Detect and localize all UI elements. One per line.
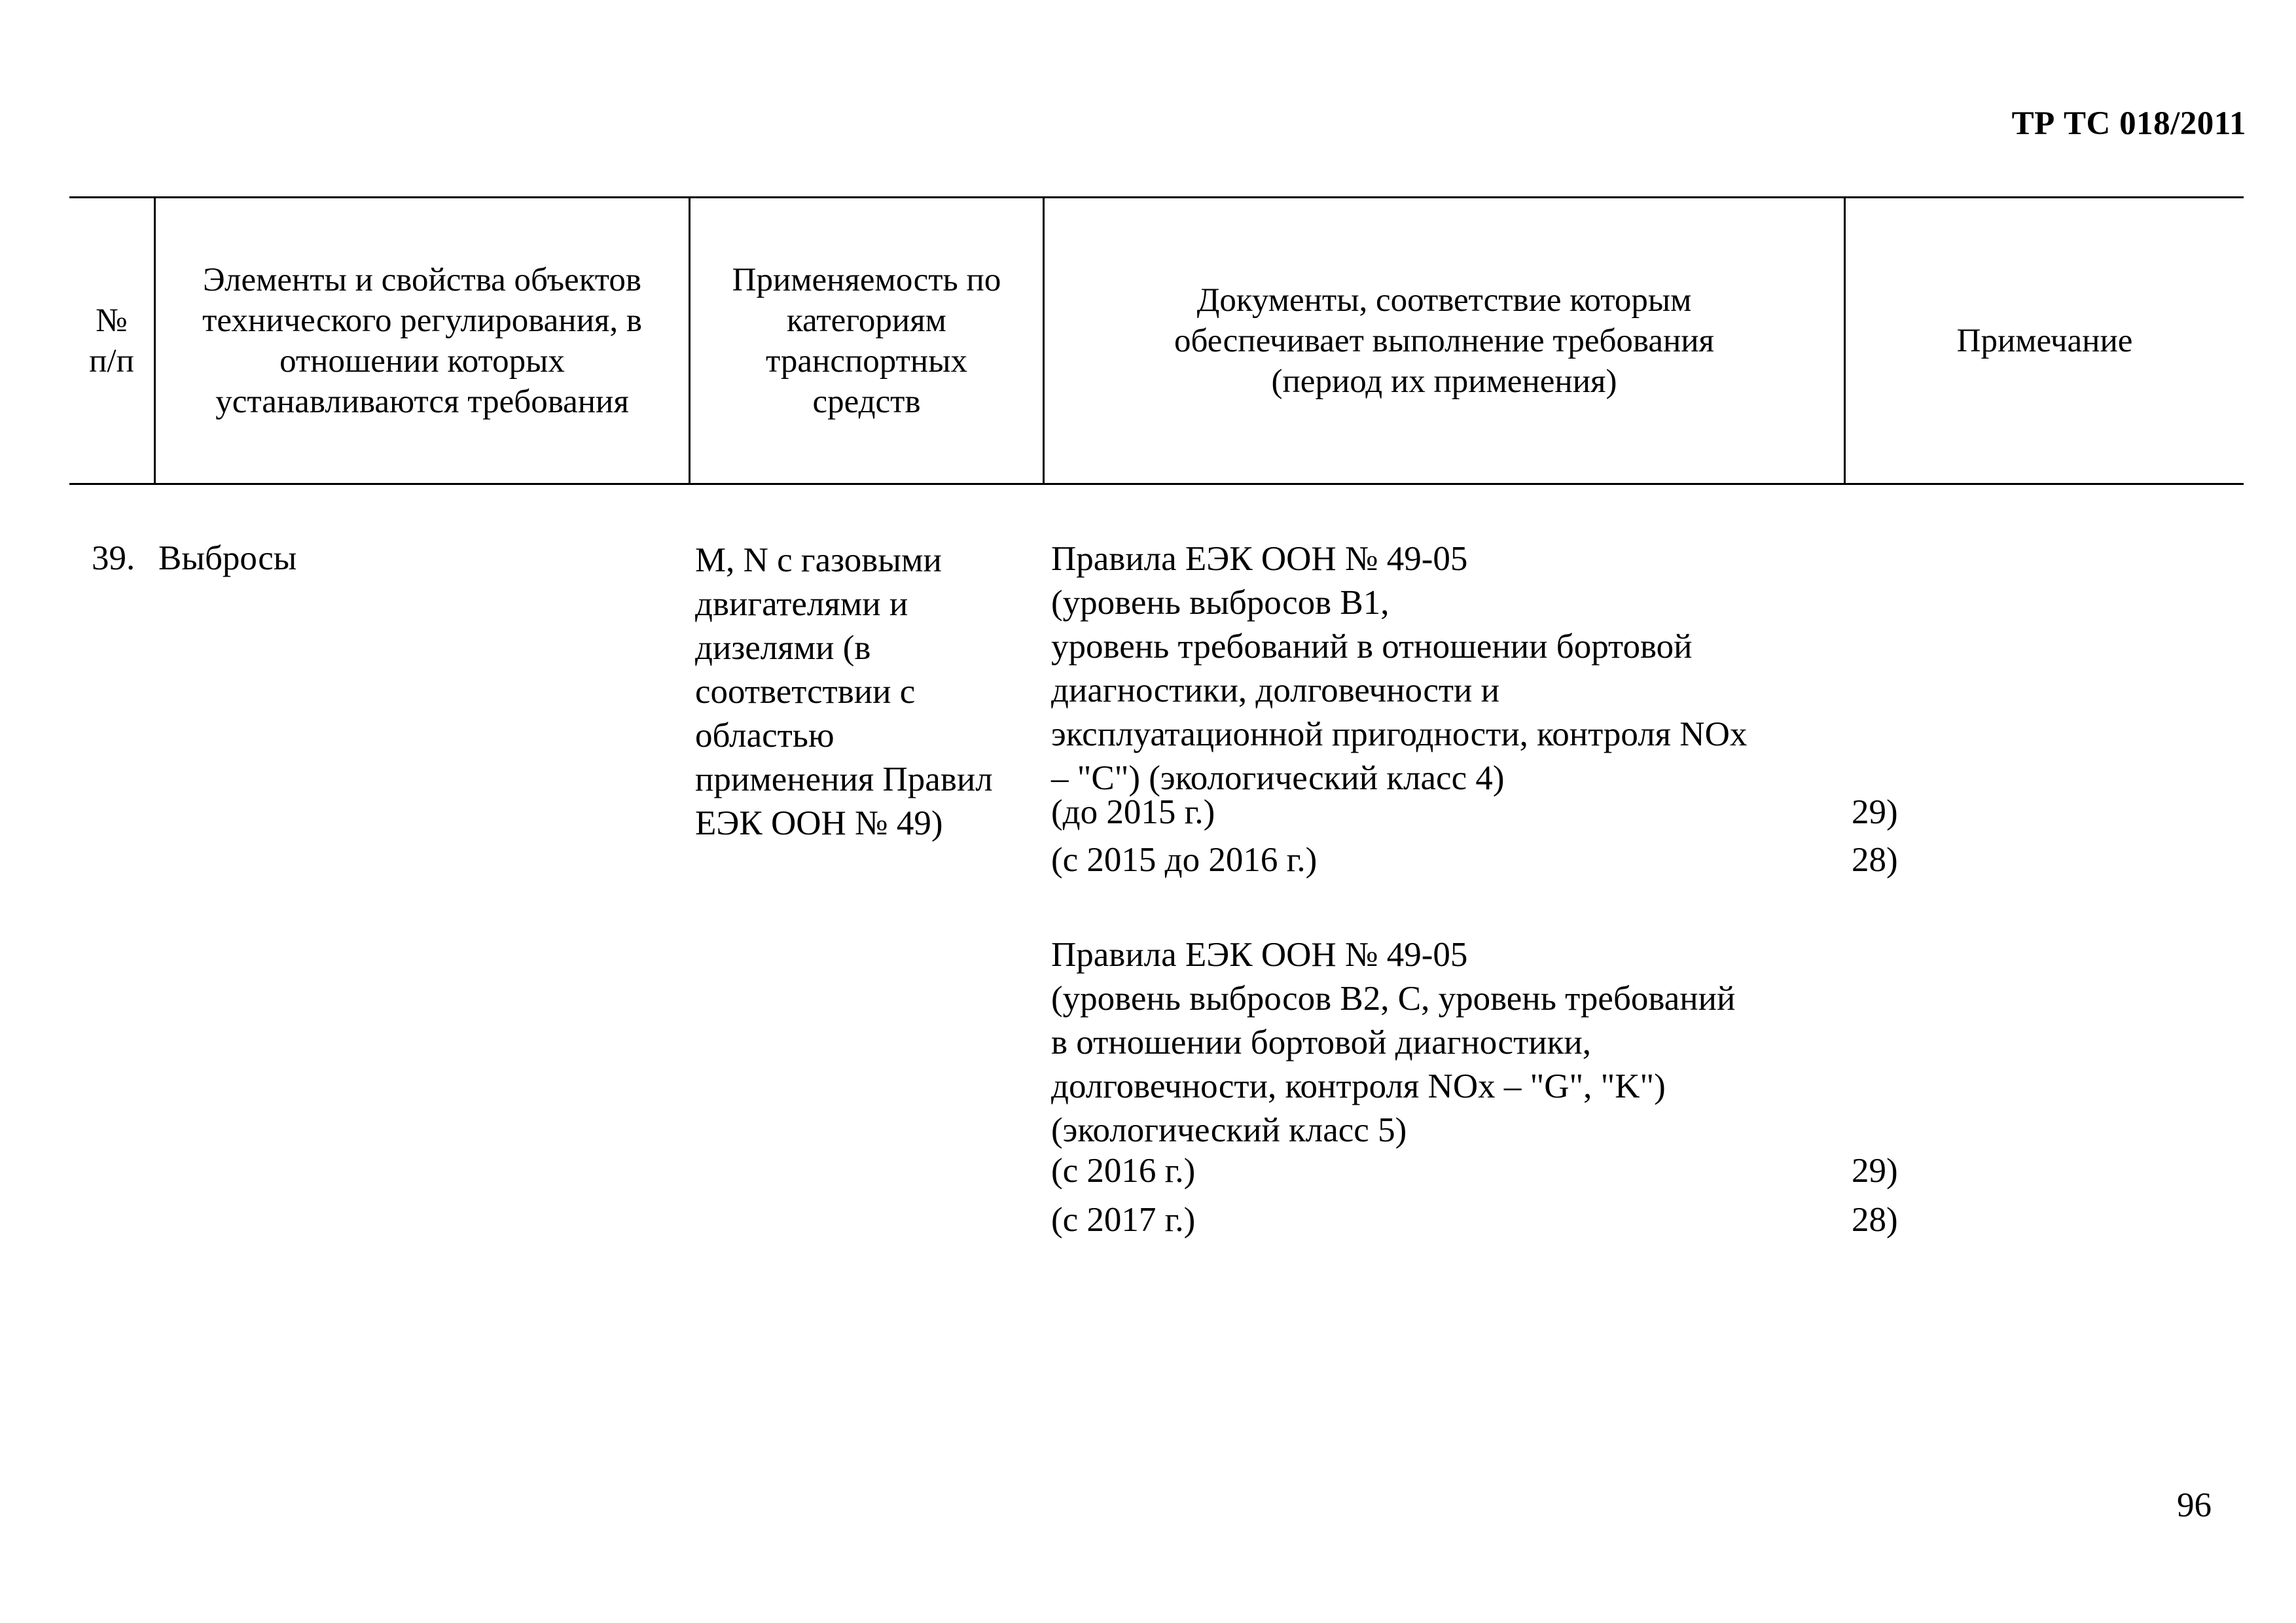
header-col-note: Примечание xyxy=(1956,322,2133,359)
period-block2-1: (с 2016 г.) xyxy=(1051,1152,1196,1190)
header-bottom-rule xyxy=(69,483,2244,485)
document-block-1: Правила ЕЭК ООН № 49-05 (уровень выбросов В1, уровень требований в отношении бортовой диагностики, долговечности и эксплуатационной пригодности, контроля NOx – "C") (экологический класс 4) xyxy=(1051,540,1748,797)
page-number: 96 xyxy=(2177,1486,2212,1524)
row-number: 39. xyxy=(92,539,135,577)
period-block1-2: (с 2015 до 2016 г.) xyxy=(1051,841,1318,879)
header-col-number: № п/п xyxy=(89,302,134,380)
row-applicability: M, N с газовыми двигателями и дизелями (в соответствии с областью применения Правил ЕЭК ООН № 49) xyxy=(695,541,993,842)
note-block2-1: 29) xyxy=(1852,1152,1898,1190)
header-col-elements: Элементы и свойства объектов технического регулирования, в отношении которых устанавливаются требования xyxy=(202,261,642,420)
note-block1-2: 28) xyxy=(1852,841,1898,879)
period-block1-1: (до 2015 г.) xyxy=(1051,793,1215,831)
header-col-documents: Документы, соответствие которым обеспечивает выполнение требования (период их применения) xyxy=(1174,281,1715,400)
header-col-applicability: Применяемость по категориям транспортных средств xyxy=(732,261,1001,420)
document-block-2: Правила ЕЭК ООН № 49-05 (уровень выбросов В2, С, уровень требований в отношении бортовой диагностики, долговечности, контроля NOx – "G", "K") (экологический класс 5) xyxy=(1051,936,1736,1149)
note-block1-1: 29) xyxy=(1852,793,1898,831)
document-code: ТР ТС 018/2011 xyxy=(2011,105,2246,142)
note-block2-2: 28) xyxy=(1852,1201,1898,1239)
row-element: Выбросы xyxy=(158,539,297,577)
period-block2-2: (с 2017 г.) xyxy=(1051,1201,1196,1239)
